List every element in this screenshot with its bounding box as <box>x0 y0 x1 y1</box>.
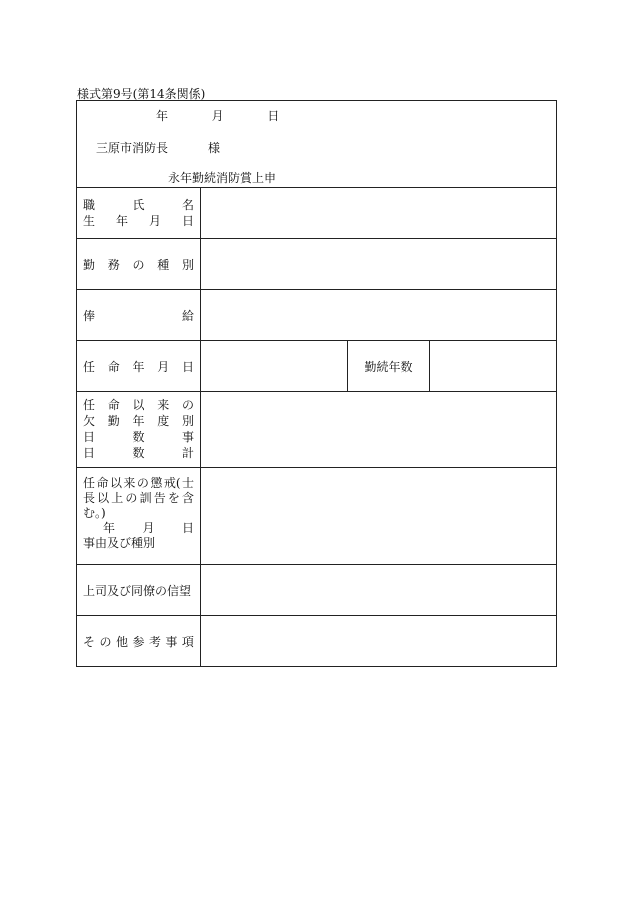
name-birth-label <box>77 188 201 239</box>
reputation-label: 上司及び同僚の信望 <box>77 565 201 616</box>
addressee-line <box>96 139 220 156</box>
label-char: 戒( <box>163 476 181 490</box>
label-char: 月 <box>157 359 170 374</box>
duty-type-label <box>77 239 201 290</box>
label-char: 命 <box>107 359 120 374</box>
discipline-label <box>77 468 201 565</box>
form-number-label: 様式第9号(第14条関係) <box>77 87 206 101</box>
label-char: 別 <box>181 414 194 428</box>
label-char: の <box>125 491 138 505</box>
label-char: 計 <box>181 446 194 460</box>
date-year-label: 年 <box>156 109 169 123</box>
discipline-line3: む。) <box>83 506 106 520</box>
label-char: 来 <box>157 398 170 412</box>
label-char: 俸 <box>83 308 96 323</box>
label-char: 任 <box>83 398 96 412</box>
label-char: 訓 <box>139 491 152 505</box>
label-char: 年 <box>132 414 145 428</box>
label-char: 任 <box>83 359 96 374</box>
label-char: 月 <box>142 521 155 535</box>
reputation-field[interactable] <box>201 565 557 616</box>
label-char: 以 <box>97 491 110 505</box>
duty-type-field[interactable] <box>201 239 557 290</box>
label-char: 懲 <box>150 476 163 490</box>
label-char: 勤 <box>83 257 96 272</box>
label-char: 士 <box>181 476 194 490</box>
label-char: 以 <box>132 398 145 412</box>
label-char: 長 <box>83 491 96 505</box>
label-char: 事 <box>165 634 178 649</box>
discipline-row <box>77 468 557 565</box>
form-title: 永年勤続消防賞上申 <box>168 171 277 185</box>
label-char: 年 <box>132 359 145 374</box>
label-char: 含 <box>181 491 194 505</box>
label-char: の <box>132 257 145 272</box>
salary-row <box>77 290 557 341</box>
header-cell <box>77 101 557 188</box>
label-char: の <box>136 476 149 490</box>
label-char: 数 <box>132 430 145 444</box>
discipline-reason: 事由及び種別 <box>83 536 156 550</box>
label-char: 命 <box>96 476 109 490</box>
label-char: 来 <box>123 476 136 490</box>
service-years-field[interactable] <box>430 341 557 392</box>
label-char: 欠 <box>83 414 96 428</box>
absence-row <box>77 392 557 468</box>
label-char: 氏 <box>132 197 145 212</box>
label-char: 数 <box>132 446 145 460</box>
label-char: 年 <box>103 521 116 535</box>
salary-label <box>77 290 201 341</box>
label-char: 種 <box>157 257 170 272</box>
label-char: 給 <box>181 308 194 323</box>
label-char: 別 <box>181 257 194 272</box>
label-char: 日 <box>83 446 96 460</box>
application-form-table <box>76 100 557 667</box>
label-char: 務 <box>107 257 120 272</box>
header-row <box>77 101 557 188</box>
label-char: 任 <box>83 476 96 490</box>
discipline-field[interactable] <box>201 468 557 565</box>
other-notes-label <box>77 616 201 667</box>
service-years-label: 勤続年数 <box>348 341 430 392</box>
label-char: を <box>167 491 180 505</box>
addressee: 三原市消防長 <box>96 141 169 155</box>
other-notes-field[interactable] <box>201 616 557 667</box>
label-char: 上 <box>111 491 124 505</box>
honorific: 様 <box>208 141 221 155</box>
submission-date <box>156 107 279 124</box>
label-char: 告 <box>153 491 166 505</box>
label-char: の <box>99 634 112 649</box>
label-char: 年 <box>115 213 128 228</box>
label-char: 月 <box>148 213 161 228</box>
date-month-label: 月 <box>211 109 224 123</box>
reputation-row <box>77 565 557 616</box>
salary-field[interactable] <box>201 290 557 341</box>
label-char: 以 <box>109 476 122 490</box>
label-char: 度 <box>157 414 170 428</box>
label-char: 事 <box>181 430 194 444</box>
label-char: 日 <box>181 213 194 228</box>
label-char: 名 <box>181 197 194 212</box>
label-char: の <box>181 398 194 412</box>
label-char: 項 <box>181 634 194 649</box>
duty-type-row <box>77 239 557 290</box>
other-row <box>77 616 557 667</box>
label-char: 参 <box>132 634 145 649</box>
label-char: 生 <box>83 213 96 228</box>
absence-label <box>77 392 201 468</box>
discipline-date <box>83 521 194 536</box>
date-day-label: 日 <box>267 109 280 123</box>
label-char: 職 <box>83 197 96 212</box>
appointment-row <box>77 341 557 392</box>
label-char: 考 <box>148 634 161 649</box>
appointment-date-label <box>77 341 201 392</box>
label-char: 他 <box>115 634 128 649</box>
name-row <box>77 188 557 239</box>
label-char: 日 <box>181 359 194 374</box>
label-char: 命 <box>107 398 120 412</box>
absence-field[interactable] <box>201 392 557 468</box>
label-char: そ <box>83 634 96 649</box>
label-char: 勤 <box>107 414 120 428</box>
label-char: 日 <box>83 430 96 444</box>
label-char: 日 <box>181 521 194 535</box>
appointment-date-field[interactable] <box>201 341 348 392</box>
name-birth-field[interactable] <box>201 188 557 239</box>
